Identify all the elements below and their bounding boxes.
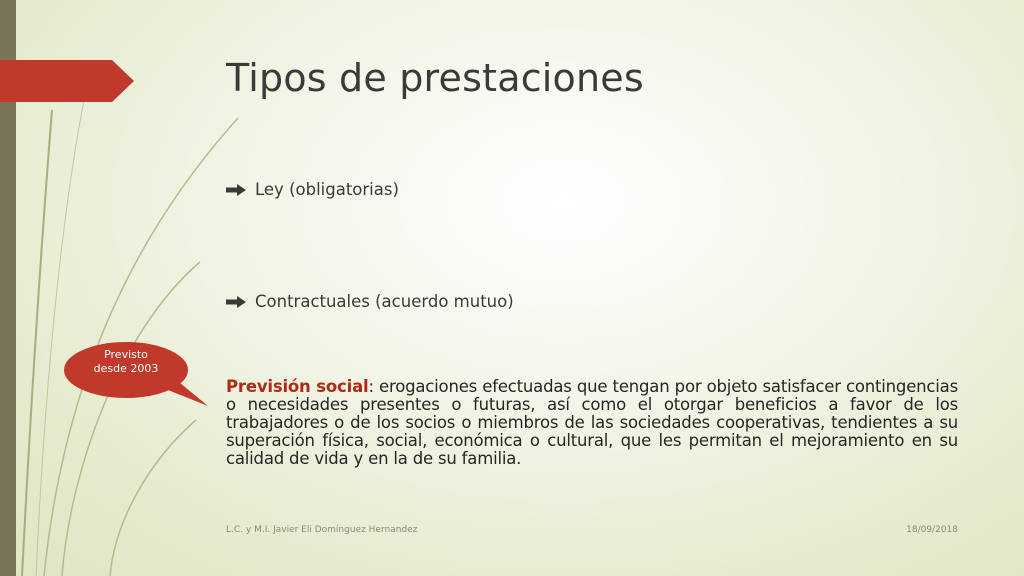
bullet-item-ley — [226, 180, 399, 199]
callout-line-2: desde 2003 — [93, 362, 159, 375]
prevision-social-paragraph — [226, 378, 958, 468]
title-accent-tab — [0, 60, 134, 102]
callout-line-1: Previsto — [104, 348, 148, 361]
footer-date: 18/09/2018 — [906, 525, 958, 535]
arrow-bullet-icon — [226, 296, 246, 308]
paragraph-text: : erogaciones efectuadas que tengan por objeto satisfacer contingencias o necesidades presentes o futuras, así como el otorgar beneficios a favor de los trabajadores o de los socios o miembros de las sociedades cooperativas, tendientes a su superación física, social, económica o cultural, que les permitan el mejoramiento en su calidad de vida y en la de su familia. — [226, 377, 958, 468]
arrow-bullet-icon — [226, 184, 246, 196]
bullet-label: Ley (obligatorias) — [255, 180, 399, 199]
slide-title: Tipos de prestaciones — [226, 56, 644, 100]
paragraph-term: Previsión social — [226, 377, 369, 396]
footer-author: L.C. y M.I. Javier Eli Domínguez Hernandez — [226, 525, 418, 535]
bullet-item-contractuales — [226, 292, 514, 311]
callout-text — [74, 348, 178, 376]
bullet-label: Contractuales (acuerdo mutuo) — [255, 292, 514, 311]
